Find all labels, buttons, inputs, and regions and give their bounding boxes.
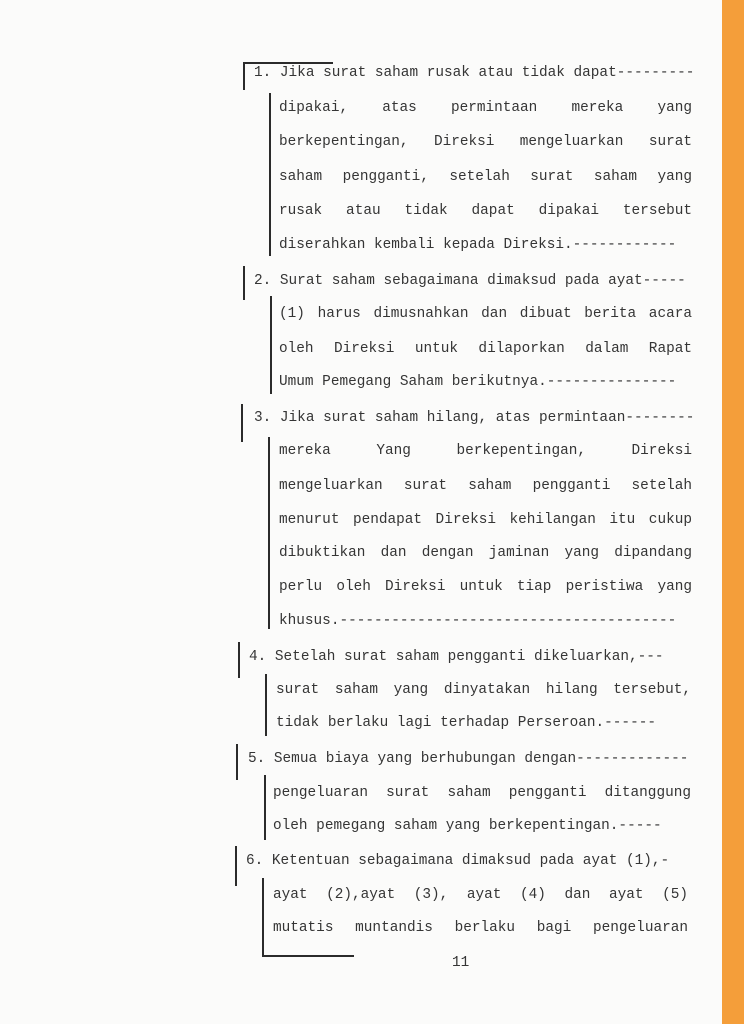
item-bracket-line bbox=[265, 674, 267, 736]
item-line: mereka Yang berkepentingan, Direksi bbox=[279, 443, 692, 459]
item-text: Semua biaya yang berhubungan dengan------------- bbox=[273, 751, 689, 767]
item-bracket-mark bbox=[235, 846, 237, 886]
item-line: Umum Pemegang Saham berikutnya.--------------- bbox=[279, 374, 677, 390]
item-heading-line bbox=[254, 409, 694, 427]
item-heading-line bbox=[248, 750, 688, 768]
item-number: 5. bbox=[248, 751, 266, 767]
item-bracket-line bbox=[270, 296, 272, 394]
item-line: tidak berlaku lagi terhadap Perseroan.------ bbox=[276, 715, 656, 731]
item-line: surat saham yang dinyatakan hilang tersebut, bbox=[276, 682, 691, 698]
item-number: 3. bbox=[254, 410, 272, 426]
item-heading-line bbox=[246, 852, 669, 870]
item-bracket-line bbox=[268, 437, 270, 629]
item-line: oleh pemegang saham yang berkepentingan.----- bbox=[273, 818, 662, 834]
item-bracket-mark bbox=[238, 642, 240, 678]
item-line: (1) harus dimusnahkan dan dibuat berita acara bbox=[279, 306, 692, 322]
item-line: oleh Direksi untuk dilaporkan dalam Rapat bbox=[279, 341, 692, 357]
item-line: mengeluarkan surat saham pengganti setelah bbox=[279, 478, 692, 494]
item-number: 6. bbox=[246, 853, 264, 869]
item-line: perlu oleh Direksi untuk tiap peristiwa yang bbox=[279, 579, 692, 595]
item-bracket-mark bbox=[243, 266, 245, 300]
item-line: menurut pendapat Direksi kehilangan itu cukup bbox=[279, 512, 692, 528]
item-bracket-bottom bbox=[262, 955, 354, 957]
item-number: 2. bbox=[254, 273, 272, 289]
item-line: pengeluaran surat saham pengganti ditanggung bbox=[273, 785, 691, 801]
page-edge-strip bbox=[722, 0, 744, 1024]
item-line: mutatis muntandis berlaku bagi pengeluaran bbox=[273, 920, 688, 936]
item-line: dibuktikan dan dengan jaminan yang dipandang bbox=[279, 545, 692, 561]
item-line: dipakai, atas permintaan mereka yang bbox=[279, 100, 692, 116]
item-bracket-mark bbox=[236, 744, 238, 780]
item-line: diserahkan kembali kepada Direksi.------------ bbox=[279, 237, 677, 253]
item-text: Jika surat saham rusak atau tidak dapat--------- bbox=[279, 65, 695, 81]
item-bracket-line bbox=[262, 878, 264, 956]
item-line: saham pengganti, setelah surat saham yang bbox=[279, 169, 692, 185]
item-bracket-line bbox=[264, 775, 266, 840]
item-heading-line bbox=[254, 272, 686, 290]
item-line: rusak atau tidak dapat dipakai tersebut bbox=[279, 203, 692, 219]
item-bracket-mark bbox=[241, 404, 243, 442]
item-bracket-line bbox=[269, 93, 271, 256]
item-number: 1. bbox=[254, 65, 272, 81]
page-number: 11 bbox=[452, 955, 470, 971]
item-bracket-mark bbox=[243, 62, 245, 90]
item-line: berkepentingan, Direksi mengeluarkan surat bbox=[279, 134, 692, 150]
item-heading-line bbox=[249, 648, 664, 666]
item-line: ayat (2),ayat (3), ayat (4) dan ayat (5) bbox=[273, 887, 688, 903]
item-text: Surat saham sebagaimana dimaksud pada ayat----- bbox=[279, 273, 686, 289]
item-line: khusus.--------------------------------------- bbox=[279, 613, 677, 629]
item-text: Setelah surat saham pengganti dikeluarkan,--- bbox=[274, 649, 664, 665]
item-heading-line bbox=[254, 64, 694, 82]
item-number: 4. bbox=[249, 649, 267, 665]
item-text: Ketentuan sebagaimana dimaksud pada ayat (1),- bbox=[271, 853, 670, 869]
item-text: Jika surat saham hilang, atas permintaan-------- bbox=[279, 410, 695, 426]
